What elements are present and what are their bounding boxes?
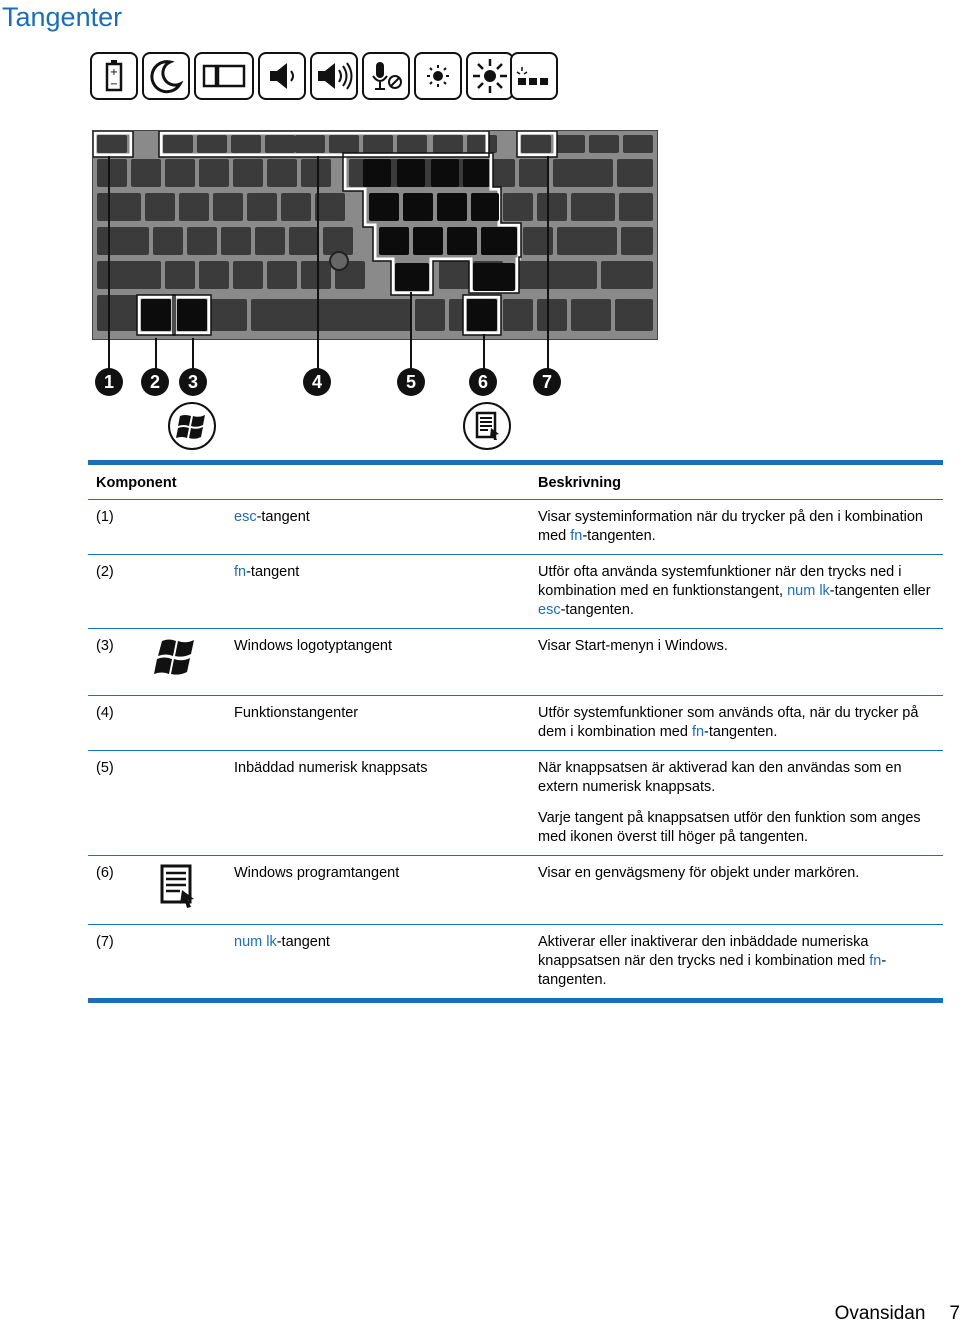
moon-icon bbox=[142, 52, 190, 100]
row-description: Visar Start-menyn i Windows. bbox=[530, 629, 943, 696]
callout-4: 4 bbox=[303, 368, 331, 396]
brightness-down-icon bbox=[414, 52, 462, 100]
row-description: Visar en genvägsmeny för objekt under markören. bbox=[530, 856, 943, 925]
backlight-icon bbox=[510, 52, 558, 100]
row-number: (1) bbox=[88, 500, 142, 555]
table-row bbox=[88, 696, 943, 751]
row-description: Aktiverar eller inaktiverar den inbäddade numeriska knappsatsen när den trycks ned i kombination med fn-tangenten. bbox=[530, 925, 943, 999]
application-menu-icon bbox=[142, 856, 226, 925]
row-name: Inbäddad numerisk knappsats bbox=[226, 751, 530, 856]
row-name: num lk-tangent bbox=[226, 925, 530, 999]
battery-icon bbox=[90, 52, 138, 100]
row-name: fn-tangent bbox=[226, 555, 530, 629]
callout-5: 5 bbox=[397, 368, 425, 396]
leader-line-2 bbox=[155, 338, 157, 370]
row-name: Windows logotyptangent bbox=[226, 629, 530, 696]
speaker-mute-icon bbox=[258, 52, 306, 100]
callout-6: 6 bbox=[469, 368, 497, 396]
row-number: (7) bbox=[88, 925, 142, 999]
leader-line-1 bbox=[108, 156, 110, 370]
mic-mute-icon bbox=[362, 52, 410, 100]
row-description: Utför ofta använda systemfunktioner när den trycks ned i kombination med en funktionstangent, num lk-tangenten eller esc-tangenten. bbox=[530, 555, 943, 629]
row-name: esc-tangent bbox=[226, 500, 530, 555]
windows-logo-icon bbox=[168, 402, 216, 450]
table-bottom-rule bbox=[88, 998, 943, 1003]
row-number: (5) bbox=[88, 751, 142, 856]
application-menu-icon bbox=[463, 402, 511, 450]
row-name: Funktionstangenter bbox=[226, 696, 530, 751]
leader-line-7 bbox=[547, 156, 549, 370]
function-key-icons bbox=[90, 52, 558, 100]
table-row bbox=[88, 856, 943, 925]
row-number: (6) bbox=[88, 856, 142, 925]
row-number: (4) bbox=[88, 696, 142, 751]
row-name: Windows programtangent bbox=[226, 856, 530, 925]
callout-1: 1 bbox=[95, 368, 123, 396]
speaker-up-icon bbox=[310, 52, 358, 100]
footer-section: Ovansidan bbox=[834, 1303, 926, 1324]
row-description: När knappsatsen är aktiverad kan den användas som en extern numerisk knappsats. Varje tangent på knappsatsen utför den funktion som anges med ikonen överst till höger på tangenten. bbox=[530, 751, 943, 856]
table-row bbox=[88, 500, 943, 555]
header-component: Komponent bbox=[88, 465, 530, 500]
callout-3: 3 bbox=[179, 368, 207, 396]
callout-2: 2 bbox=[141, 368, 169, 396]
table-row bbox=[88, 925, 943, 999]
table-row bbox=[88, 555, 943, 629]
keyboard-image bbox=[92, 130, 658, 340]
component-table bbox=[88, 460, 943, 1003]
table-row bbox=[88, 751, 943, 856]
display-icon bbox=[194, 52, 254, 100]
page-number: 7 bbox=[949, 1303, 960, 1324]
windows-logo-icon bbox=[142, 629, 226, 696]
leader-line-6 bbox=[483, 334, 485, 370]
svg-text:+: + bbox=[109, 67, 119, 78]
leader-line-5 bbox=[410, 292, 412, 370]
brightness-up-icon bbox=[466, 52, 514, 100]
table-row bbox=[88, 629, 943, 696]
header-description: Beskrivning bbox=[530, 465, 943, 500]
svg-text:−: − bbox=[109, 79, 119, 90]
row-number: (3) bbox=[88, 629, 142, 696]
leader-line-3 bbox=[192, 338, 194, 370]
row-number: (2) bbox=[88, 555, 142, 629]
row-description: Visar systeminformation när du trycker på den i kombination med fn-tangenten. bbox=[530, 500, 943, 555]
row-description: Utför systemfunktioner som används ofta, när du trycker på dem i kombination med fn-tangenten. bbox=[530, 696, 943, 751]
callout-7: 7 bbox=[533, 368, 561, 396]
leader-line-4 bbox=[317, 156, 319, 370]
page-footer bbox=[835, 1303, 960, 1325]
page-title: Tangenter bbox=[2, 2, 123, 32]
